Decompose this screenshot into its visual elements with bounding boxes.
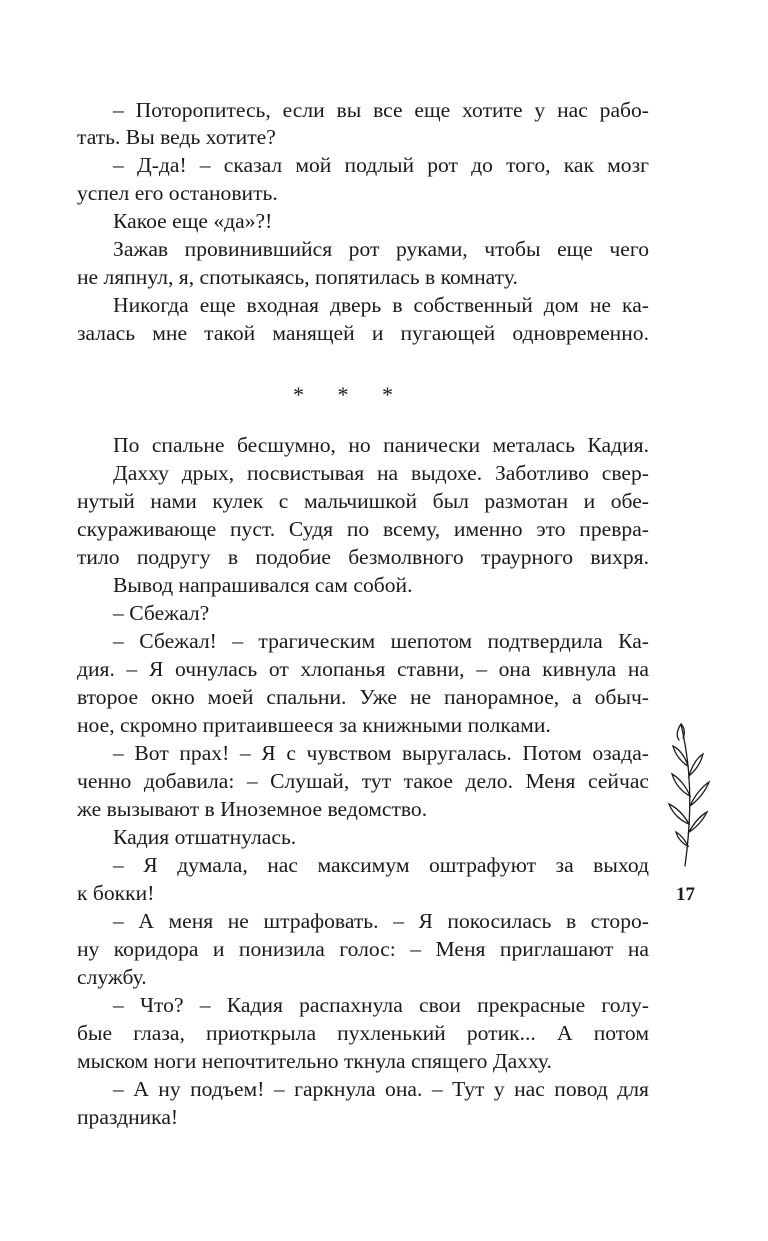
text-line: – А ну подъем! – гаркнула она. – Тут у нас повод для: [113, 1077, 649, 1101]
text-line: бые глаза, приоткрыла пухленький ротик... А потом: [77, 1021, 649, 1045]
text-line: – А меня не штрафовать. – Я покосилась в сторо-: [113, 909, 649, 933]
text-line: – Что? – Кадия распахнула свои прекрасные голу-: [113, 993, 649, 1017]
text-line: нутый нами кулек с мальчишкой был размотан и обе-: [77, 489, 649, 513]
text-line: успел его остановить.: [77, 181, 278, 205]
text-line: – Вот прах! – Я с чувством выругалась. Потом озада-: [113, 741, 649, 765]
text-line: – Д-да! – сказал мой подлый рот до того, как мозг: [113, 153, 649, 177]
text-line: – Поторопитесь, если вы все еще хотите у нас рабо-: [113, 98, 649, 122]
text-line: Кадия отшатнулась.: [113, 825, 297, 849]
text-line: ное, скромно притаившееся за книжными полками.: [77, 713, 551, 737]
text-line: – Сбежал! – трагическим шепотом подтвердила Ка-: [113, 629, 649, 653]
text-line: мыском ноги непочтительно ткнула спящего Дахху.: [77, 1049, 552, 1073]
text-line: – Я думала, нас максимум оштрафуют за выход: [113, 853, 649, 877]
section-separator: * * *: [293, 382, 407, 407]
page-number: 17: [676, 884, 695, 905]
text-line: – Сбежал?: [113, 601, 210, 625]
text-line: ченно добавила: – Слушай, тут такое дело. Меня сейчас: [77, 769, 649, 793]
text-line: дия. – Я очнулась от хлопанья ставни, – она кивнула на: [77, 657, 649, 681]
text-line: к бокки!: [77, 881, 155, 905]
text-line: Вывод напрашивался сам собой.: [113, 573, 413, 597]
text-line: службу.: [77, 965, 147, 989]
text-line: второе окно моей спальни. Уже не панорамное, а обыч-: [77, 685, 649, 709]
text-line: праздника!: [77, 1105, 179, 1129]
text-line: Какое еще «да»?!: [113, 209, 273, 233]
text-line: тать. Вы ведь хотите?: [77, 125, 276, 149]
text-line: не ляпнул, я, спотыкаясь, попятилась в комнату.: [77, 265, 518, 289]
text-line: скураживающе пуст. Судя по всему, именно это превра-: [77, 517, 649, 541]
text-line: тило подругу в подобие безмолвного траурного вихря.: [77, 545, 649, 569]
text-line: же вызывают в Иноземное ведомство.: [77, 797, 428, 821]
text-line: По спальне бесшумно, но панически металась Кадия.: [113, 433, 649, 457]
text-line: Никогда еще входная дверь в собственный дом не ка-: [113, 293, 649, 317]
text-line: Зажав провинившийся рот руками, чтобы еще чего: [113, 237, 649, 261]
leaf-sprig-icon: [655, 718, 719, 868]
text-line: залась мне такой манящей и пугающей одновременно.: [77, 321, 649, 345]
text-line: Дахху дрых, посвистывая на выдохе. Заботливо свер-: [113, 461, 649, 485]
text-line: ну коридора и понизила голос: – Меня приглашают на: [77, 937, 649, 961]
